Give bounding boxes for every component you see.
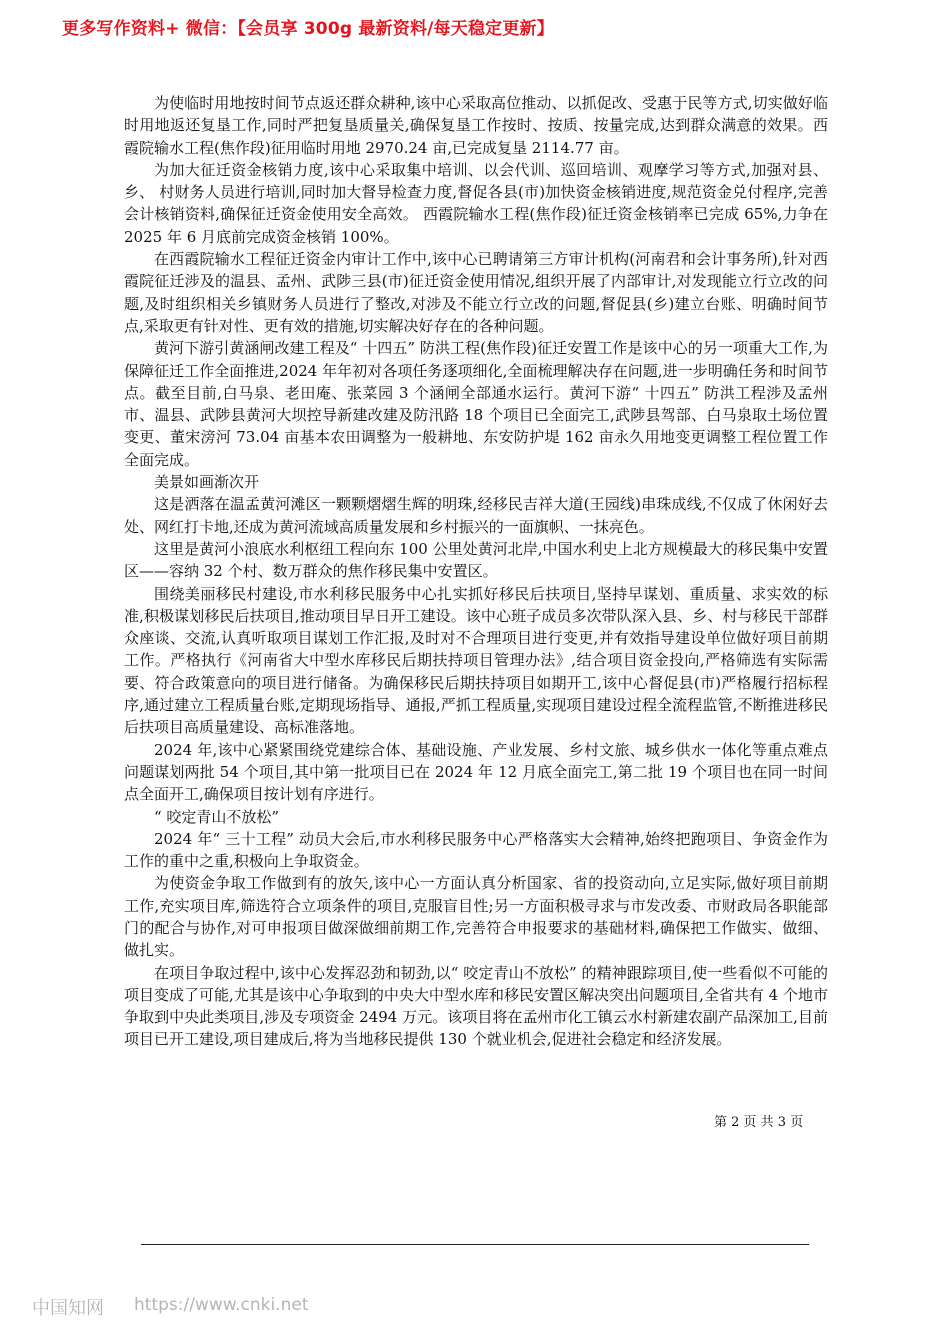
- paragraph-village-construction: 围绕美丽移民村建设,市水利移民服务中心扎实抓好移民后扶项目,坚持早谋划、重质量、求实效的标准,积极谋划移民后扶项目,推动项目早日开工建设。该中心班子成员多次带队深入县、乡、村与移民干部群众座谈、交流,认真听取项目谋划工作汇报,及时对不合理项目进行变更,并有效指导建设单位做好项目前期工作。严格执行《河南省大中型水库移民后期扶持项目管理办法》,结合项目资金投向,严格筛选有实际需要、符合政策意向的项目进行储备。为确保移民后期扶持项目如期开工,该中心督促县(市)严格履行招标程序,通过建立工程质量台账,定期现场指导、通报,严抓工程质量,实现项目建设过程全流程监管,不断推进移民后扶项目高质量建设、高标准落地。: [124, 584, 828, 737]
- page-number: 第 2 页 共 3 页: [714, 1115, 804, 1130]
- paragraph-land-return: 为使临时用地按时间节点返还群众耕种,该中心采取高位推动、以抓促改、受惠于民等方式,切实做好临时用地返还复垦工作,同时严把复垦质量关,确保复垦工作按时、按质、按量完成,达到群众满意的效果。西霞院输水工程(焦作段)征用临时用地 2970.24 亩,已完成复垦 2114.77 亩。: [124, 94, 828, 157]
- paragraph-pearl-beach: 这是洒落在温孟黄河滩区一颗颗熠熠生辉的明珠,经移民吉祥大道(王园线)串珠成线,不仅成了休闲好去处、网红打卡地,还成为黄河流域高质量发展和乡村振兴的一面旗帜、一抹亮色。: [124, 495, 828, 536]
- section-heading-scenery: 美景如画渐次开: [154, 473, 260, 492]
- promo-banner: 更多写作资料+ 微信：【会员享 300g 最新资料/每天稳定更新】: [62, 19, 554, 39]
- paragraph-2024-projects: 2024 年,该中心紧紧围绕党建综合体、基础设施、产业发展、乡村文旅、城乡供水一体化等重点难点问题谋划两批 54 个项目,其中第一批项目已在 2024 年 12 月底全面完工,第二批 19 个项目也在同一时间点全面开工,确保项目按计划有序进行。: [124, 740, 828, 804]
- footer-divider: [141, 1244, 809, 1245]
- article-body: [124, 92, 828, 1051]
- paragraph-mobilization: 2024 年“ 三十工程” 动员大会后,市水利移民服务中心严格落实大会精神,始终把跑项目、争资金作为工作的重中之重,积极向上争取资金。: [124, 829, 828, 871]
- section-heading-persistence: “ 咬定青山不放松”: [154, 807, 280, 826]
- paragraph-yellow-river-project: 黄河下游引黄涵闸改建工程及“ 十四五” 防洪工程(焦作段)征迁安置工作是该中心的另一项重大工作,为保障征迁工作全面推进,2024 年年初对各项任务逐项细化,全面梳理解决存在问题,进一步明确任务和时间节点。截至目前,白马泉、老田庵、张菜园 3 个涵闸全部通水运行。黄河下游“ 十四五” 防洪工程涉及孟州市、温县、武陟县黄河大坝控导新建改建及防汛路 18 个项目已全面完工,武陟县驾部、白马泉取土场位置变更、董宋滂河 73.04 亩基本农田调整为一般耕地、东安防护堤 162 亩永久用地变更调整工程位置工作全面完成。: [124, 339, 828, 469]
- paragraph-internal-audit: 在西霞院输水工程征迁资金内审计工作中,该中心已聘请第三方审计机构(河南君和会计事务所),针对西霞院征迁涉及的温县、孟州、武陟三县(市)征迁资金使用情况,组织开展了内部审计,对发现能立行立改的问题,及时组织相关乡镇财务人员进行了整改,对涉及不能立行立改的问题,督促县(乡)建立台账、明确时间节点,采取更有针对性、更有效的措施,切实解决好存在的各种问题。: [124, 250, 828, 335]
- paragraph-fund-targeting: 为使资金争取工作做到有的放矢,该中心一方面认真分析国家、省的投资动向,立足实际,做好项目前期工作,充实项目库,筛选符合立项条件的项目,克服盲目性;另一方面积极寻求与市发改委、市财政局各职能部门的配合与协作,对可申报项目做深做细前期工作,完善符合申报要求的基础材料,确保把工作做实、做细、做扎实。: [124, 874, 828, 960]
- cnki-logo: 中国知网: [32, 1298, 104, 1319]
- paragraph-resettlement-area: 这里是黄河小浪底水利枢纽工程向东 100 公里处黄河北岸,中国水利史上北方规模最大的移民集中安置区——容纳 32 个村、数万群众的焦作移民集中安置区。: [124, 539, 828, 581]
- paragraph-project-pursuit: 在项目争取过程中,该中心发挥忍劲和韧劲,以“ 咬定青山不放松” 的精神跟踪项目,使一些看似不可能的项目变成了可能,尤其是该中心争取到的中央大中型水库和移民安置区解决突出问题项目,全省共有 4 个地市争取到中央此类项目,涉及专项资金 2494 万元。该项目将在孟州市化工镇云水村新建农副产品深加工,目前项目已开工建设,项目建成后,将为当地移民提供 130 个就业机会,促进社会稳定和经济发展。: [124, 963, 828, 1049]
- paragraph-fund-verification: 为加大征迁资金核销力度,该中心采取集中培训、以会代训、巡回培训、观摩学习等方式,加强对县、 乡、 村财务人员进行培训,同时加大督导检查力度,督促各县(市)加快资金核销进度,规范资金兑付程序,完善会计核销资料,确保征迁资金使用安全高效。 西霞院输水工程(焦作段)征迁资金核销率已完成 65%,力争在 2025 年 6 月底前完成资金核销 100%。: [124, 160, 828, 246]
- footer-url-link[interactable]: https://www.cnki.net: [134, 1295, 309, 1315]
